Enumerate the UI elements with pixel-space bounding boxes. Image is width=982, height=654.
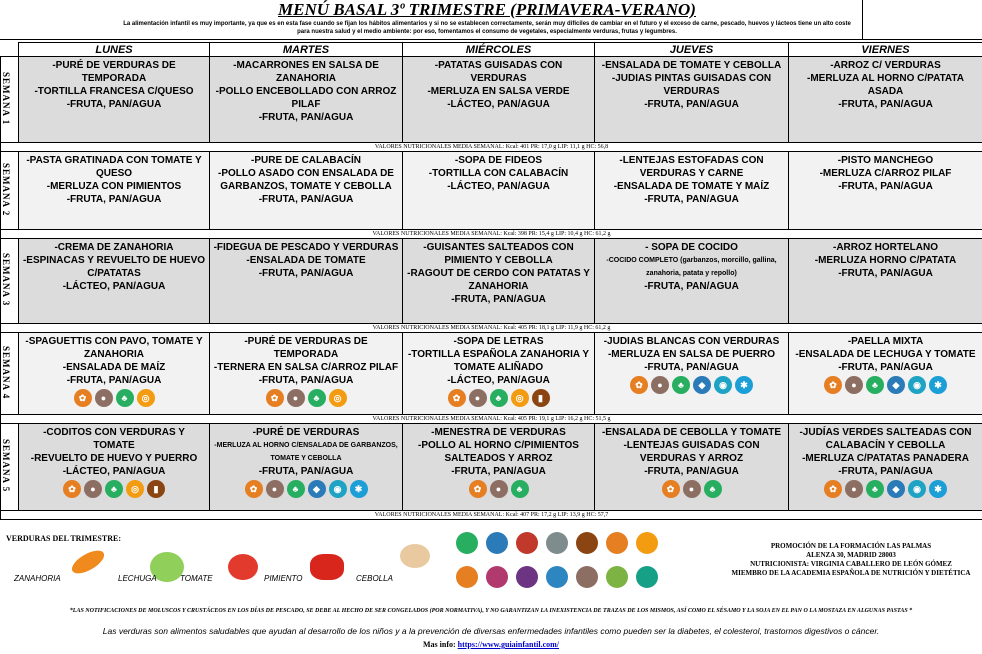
- celery-icon: ♣: [490, 389, 508, 407]
- nuts-icon: ●: [845, 480, 863, 498]
- day-tuesday: MARTES: [210, 43, 403, 57]
- celery-icon: ♣: [866, 376, 884, 394]
- meal-w4-mon: -SPAGUETTIS CON PAVO, TOMATE Y ZANAHORIA -ENSALADA DE MAÍZ -FRUTA, PAN/AGUA ✿ ● ♣ ◎: [19, 333, 210, 415]
- gluten-icon: ✿: [469, 480, 487, 498]
- meal-w1-thu: -ENSALADA DE TOMATE Y CEBOLLA -JUDIAS PINTAS GUISADAS CON VERDURAS -FRUTA, PAN/AGUA: [595, 57, 789, 143]
- nutri-week-4: VALORES NUTRICIONALES MEDIA SEMANAL: Kcal: 405 PR: 19,1 g LIP: 16,2 g HC: 51,5 g: [1, 415, 982, 424]
- meal-w1-tue: -MACARRONES EN SALSA DE ZANAHORIA -POLLO ENCEBOLLADO CON ARROZ PILAF -FRUTA, PAN/AGUA: [210, 57, 403, 143]
- celery-icon: ♣: [105, 480, 123, 498]
- meal-w5-mon: -CODITOS CON VERDURAS Y TOMATE -REVUELTO DE HUEVO Y PUERRO -LÁCTEO, PAN/AGUA ✿ ● ♣ ◎ ▮: [19, 424, 210, 511]
- meal-w3-wed: -GUISANTES SALTEADOS CON PIMIENTO Y CEBOLLA -RAGOUT DE CERDO CON PATATAS Y ZANAHORIA -FRUTA, PAN/AGUA: [403, 239, 595, 324]
- meal-w3-thu: - SOPA DE COCIDO -COCIDO COMPLETO (garbanzos, morcillo, gallina, zanahoria, patata y repollo) -FRUTA, PAN/AGUA: [595, 239, 789, 324]
- menu-table: [0, 42, 982, 520]
- crustacean-icon: ✱: [929, 376, 947, 394]
- meal-w2-wed: -SOPA DE FIDEOS -TORTILLA CON CALABACÍN -LÁCTEO, PAN/AGUA: [403, 152, 595, 230]
- week-2-row: [1, 152, 982, 230]
- nuts-icon: ●: [683, 480, 701, 498]
- egg-icon: ◎: [137, 389, 155, 407]
- week-2-label: SEMANA 2: [1, 152, 19, 230]
- gluten-icon: ✿: [824, 480, 842, 498]
- veg-tomato: TOMATE: [180, 574, 213, 583]
- meal-w1-wed: -PATATAS GUISADAS CON VERDURAS -MERLUZA EN SALSA VERDE -LÁCTEO, PAN/AGUA: [403, 57, 595, 143]
- meal-w1-mon: -PURÉ DE VERDURAS DE TEMPORADA -TORTILLA FRANCESA C/QUESO -FRUTA, PAN/AGUA: [19, 57, 210, 143]
- tomato-icon: [228, 554, 258, 580]
- crustacean-icon: ✱: [350, 480, 368, 498]
- meal-w3-tue: -FIDEGUA DE PESCADO Y VERDURAS -ENSALADA DE TOMATE -FRUTA, PAN/AGUA: [210, 239, 403, 324]
- nuts-icon: ●: [287, 389, 305, 407]
- celery-icon: ♣: [116, 389, 134, 407]
- week-5-row: [1, 424, 982, 511]
- crustacean-icon: ✱: [929, 480, 947, 498]
- egg-icon: ◎: [126, 480, 144, 498]
- mollusc-icon: ◉: [329, 480, 347, 498]
- week-3-label: SEMANA 3: [1, 239, 19, 324]
- vegetables-title: VERDURAS DEL TRIMESTRE:: [6, 534, 121, 543]
- celery-icon: ♣: [866, 480, 884, 498]
- nuts-icon: ●: [469, 389, 487, 407]
- celery-icon: ♣: [287, 480, 305, 498]
- gluten-icon: ✿: [630, 376, 648, 394]
- milk-icon: ▮: [147, 480, 165, 498]
- title-box: [112, 0, 862, 40]
- nuts-icon: ●: [490, 480, 508, 498]
- day-wednesday: MIÉRCOLES: [403, 43, 595, 57]
- nuts-icon: ●: [84, 480, 102, 498]
- legend-crab-icon: [546, 566, 568, 588]
- egg-icon: ◎: [511, 389, 529, 407]
- egg-icon: ◎: [329, 389, 347, 407]
- celery-icon: ♣: [511, 480, 529, 498]
- nuts-icon: ●: [845, 376, 863, 394]
- credits: PROMOCIÓN DE LA FORMACIÓN LAS PALMAS ALENZA 30, MADRID 28003 NUTRICIONISTA: VIRGINIA CABALLERO DE LEÓN GÓMEZ MIEMBRO DE LA ACADEMIA ESPAÑOLA DE NUTRICIÓN Y DIETÉTICA: [731, 542, 971, 577]
- legend-celery-icon: [456, 532, 478, 554]
- legend-milk-icon: [576, 532, 598, 554]
- pepper-icon: [310, 554, 344, 580]
- week-1-row: [1, 57, 982, 143]
- legend-sulphite-icon: [516, 566, 538, 588]
- legend-gluten-icon: [606, 532, 628, 554]
- header-right-band: [862, 0, 982, 40]
- legend-mollusc-icon: [546, 532, 568, 554]
- week-4-label: SEMANA 4: [1, 333, 19, 415]
- legend-nuts-icon: [576, 566, 598, 588]
- legend-crustacean-icon: [516, 532, 538, 554]
- legend-lupin-icon: [636, 566, 658, 588]
- veg-pepper: PIMIENTO: [264, 574, 303, 583]
- nutri-week-5: VALORES NUTRICIONALES MEDIA SEMANAL: Kcal: 407 PR: 17,2 g LIP: 13,9 g HC: 57,7: [1, 511, 982, 520]
- allergen-legend: [456, 532, 666, 596]
- gluten-icon: ✿: [824, 376, 842, 394]
- meal-w4-tue: -PURÉ DE VERDURAS DE TEMPORADA -TERNERA EN SALSA C/ARROZ PILAF -FRUTA, PAN/AGUA ✿ ● ♣ ◎: [210, 333, 403, 415]
- legend-soy-icon: [606, 566, 628, 588]
- gluten-icon: ✿: [662, 480, 680, 498]
- legend-wheat-icon: [456, 566, 478, 588]
- celery-icon: ♣: [308, 389, 326, 407]
- week-4-row: [1, 333, 982, 415]
- milk-icon: ▮: [532, 389, 550, 407]
- fish-icon: ◆: [693, 376, 711, 394]
- legend-egg-icon: [636, 532, 658, 554]
- meal-w5-fri: -JUDÍAS VERDES SALTEADAS CON CALABACÍN Y CEBOLLA -MERLUZA C/PATATAS PANADERA -FRUTA, PAN/AGUA ✿ ● ♣ ◆ ◉ ✱: [789, 424, 982, 511]
- day-thursday: JUEVES: [595, 43, 789, 57]
- meal-w2-fri: -PISTO MANCHEGO -MERLUZA C/ARROZ PILAF -FRUTA, PAN/AGUA: [789, 152, 982, 230]
- header-left-band: [0, 0, 112, 40]
- footer-area: [0, 528, 982, 654]
- mollusc-icon: ◉: [908, 376, 926, 394]
- meal-w2-tue: -PURE DE CALABACÍN -POLLO ASADO CON ENSALADA DE GARBANZOS, TOMATE Y CEBOLLA -FRUTA, PAN/AGUA: [210, 152, 403, 230]
- meal-w4-thu: -JUDIAS BLANCAS CON VERDURAS -MERLUZA EN SALSA DE PUERRO -FRUTA, PAN/AGUA ✿ ● ♣ ◆ ◉ ✱: [595, 333, 789, 415]
- veg-onion: CEBOLLA: [356, 574, 393, 583]
- mollusc-icon: ◉: [908, 480, 926, 498]
- more-info-link[interactable]: https://www.guiainfantil.com/: [457, 640, 559, 649]
- crustacean-icon: ✱: [735, 376, 753, 394]
- meal-w1-fri: -ARROZ C/ VERDURAS -MERLUZA AL HORNO C/PATATA ASADA -FRUTA, PAN/AGUA: [789, 57, 982, 143]
- onion-icon: [400, 544, 430, 568]
- mollusc-icon: ◉: [714, 376, 732, 394]
- meal-w5-wed: -MENESTRA DE VERDURAS -POLLO AL HORNO C/PIMIENTOS SALTEADOS Y ARROZ -FRUTA, PAN/AGUA ✿ ● ♣: [403, 424, 595, 511]
- fish-icon: ◆: [308, 480, 326, 498]
- nutri-week-3: VALORES NUTRICIONALES MEDIA SEMANAL: Kcal: 405 PR: 18,1 g LIP: 11,9 g HC: 61,2 g: [1, 324, 982, 333]
- celery-icon: ♣: [704, 480, 722, 498]
- meal-w4-fri: -PAELLA MIXTA -ENSALADA DE LECHUGA Y TOMATE -FRUTA, PAN/AGUA ✿ ● ♣ ◆ ◉ ✱: [789, 333, 982, 415]
- gluten-icon: ✿: [63, 480, 81, 498]
- day-friday: VIERNES: [789, 43, 982, 57]
- veg-lettuce: LECHUGA: [118, 574, 157, 583]
- menu-title: MENÚ BASAL 3º TRIMESTRE (PRIMAVERA-VERANO): [278, 0, 696, 19]
- gluten-icon: ✿: [266, 389, 284, 407]
- more-info: [0, 640, 982, 649]
- meal-w2-mon: -PASTA GRATINADA CON TOMATE Y QUESO -MERLUZA CON PIMIENTOS -FRUTA, PAN/AGUA: [19, 152, 210, 230]
- meal-w3-fri: -ARROZ HORTELANO -MERLUZA HORNO C/PATATA -FRUTA, PAN/AGUA: [789, 239, 982, 324]
- nuts-icon: ●: [651, 376, 669, 394]
- day-monday: LUNES: [19, 43, 210, 57]
- fish-icon: ◆: [887, 376, 905, 394]
- nuts-icon: ●: [95, 389, 113, 407]
- fish-icon: ◆: [887, 480, 905, 498]
- meal-w2-thu: -LENTEJAS ESTOFADAS CON VERDURAS Y CARNE -ENSALADA DE TOMATE Y MAÍZ -FRUTA, PAN/AGUA: [595, 152, 789, 230]
- closing-statement: Las verduras son alimentos saludables que ayudan al desarrollo de los niños y a la prevención de diversas enfermedades infantiles como pueden ser la diabetes, el colesterol, trastornos digestivos o cáncer.: [102, 626, 880, 636]
- meal-w5-thu: -ENSALADA DE CEBOLLA Y TOMATE -LENTEJAS GUISADAS CON VERDURAS Y ARROZ -FRUTA, PAN/AGUA ✿ ● ♣: [595, 424, 789, 511]
- day-header-row: [1, 43, 982, 57]
- nutri-week-1: VALORES NUTRICIONALES MEDIA SEMANAL: Kcal: 401 PR: 17,0 g LIP: 11,1 g HC: 56,8: [1, 143, 982, 152]
- menu-intro: La alimentación infantil es muy importante, ya que es en esta fase cuando se fijan los hábitos alimentarios y si no se establecen correctamente, serán muy difíciles de cambiar en el futuro y el exceso de carne, pescado, huevos y lácteos tiene un alto coste para nuestra salud y el medio ambiente: por eso, fomentamos el consumo de vegetales, especialmente verduras, frutas y legumbres.: [123, 21, 851, 35]
- carrot-icon: [68, 546, 107, 578]
- vegetables-row: [14, 552, 444, 612]
- legend-peanut-icon: [486, 566, 508, 588]
- week-1-label: SEMANA 1: [1, 57, 19, 143]
- nuts-icon: ●: [266, 480, 284, 498]
- meal-w5-tue: -PURÉ DE VERDURAS -MERLUZA AL HORNO C/ENSALADA DE GARBANZOS, TOMATE Y CEBOLLA -FRUTA, PAN/AGUA ✿ ● ♣ ◆ ◉ ✱: [210, 424, 403, 511]
- gluten-icon: ✿: [448, 389, 466, 407]
- week-3-row: [1, 239, 982, 324]
- gluten-icon: ✿: [74, 389, 92, 407]
- week-5-label: SEMANA 5: [1, 424, 19, 511]
- celery-icon: ♣: [672, 376, 690, 394]
- more-info-label: Mas info:: [422, 640, 456, 649]
- header: [0, 0, 982, 40]
- gluten-icon: ✿: [245, 480, 263, 498]
- nutri-week-2: VALORES NUTRICIONALES MEDIA SEMANAL: Kcal: 398 PR: 15,4 g LIP: 10,4 g HC: 61,2 g: [1, 230, 982, 239]
- meal-w4-wed: -SOPA DE LETRAS -TORTILLA ESPAÑOLA ZANAHORIA Y TOMATE ALIÑADO -LÁCTEO, PAN/AGUA ✿ ● ♣ ◎ ▮: [403, 333, 595, 415]
- meal-w3-mon: -CREMA DE ZANAHORIA -ESPINACAS Y REVUELTO DE HUEVO C/PATATAS -LÁCTEO, PAN/AGUA: [19, 239, 210, 324]
- legend-fish-icon: [486, 532, 508, 554]
- allergen-footnote: *LAS NOTIFICACIONES DE MOLUSCOS Y CRUSTÁCEOS EN LOS DÍAS DE PESCADO, SE DEBE AL HECHO DE SER CONGELADOS (POR NORMATIVA), Y NO GARANTIZAN LA INEXISTENCIA DE TRAZAS DE LOS MISMOS, ASÍ COMO EL SÉSAMO Y LA SOJA EN EL PAN O LA MOSTAZA EN ALGUNAS PASTAS *: [69, 608, 913, 614]
- veg-carrot: ZANAHORIA: [14, 574, 61, 583]
